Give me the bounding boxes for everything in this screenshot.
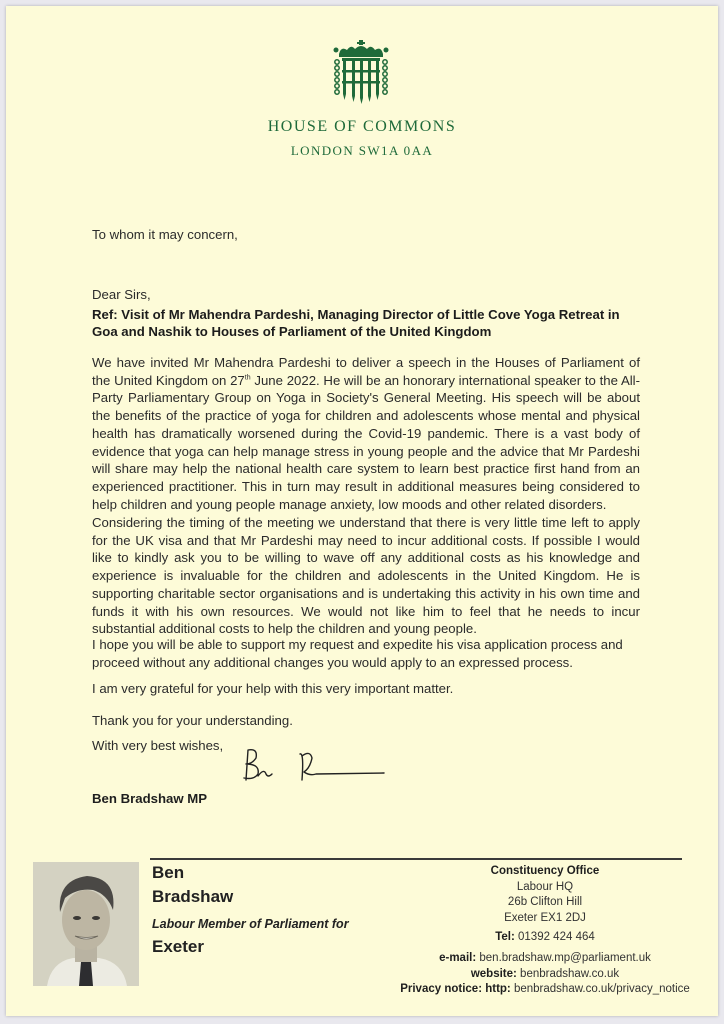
reference-line-2: Goa and Nashik to Houses of Parliament of the United Kingdom xyxy=(92,324,492,339)
salutation: Dear Sirs, xyxy=(92,287,151,302)
contact-details xyxy=(380,951,710,998)
institution-name: HOUSE OF COMMONS xyxy=(267,118,457,135)
footer-divider xyxy=(150,858,682,860)
office-telephone: Tel: 01392 424 464 xyxy=(495,931,595,943)
privacy-notice-link[interactable]: benbradshaw.co.uk/privacy_notice xyxy=(510,983,690,995)
mp-first-name: Ben xyxy=(152,863,185,882)
office-line-2: 26b Clifton Hill xyxy=(507,896,583,908)
portcullis-icon xyxy=(333,40,389,106)
reference-line-1: Ref: Visit of Mr Mahendra Pardeshi, Managing Director of Little Cove Yoga Retreat in xyxy=(92,307,620,322)
signatory-name: Ben Bradshaw MP xyxy=(92,791,208,806)
mp-role: Labour Member of Parliament for xyxy=(152,917,349,931)
website-line: website: benbradshaw.co.uk xyxy=(470,967,620,980)
paragraph-3: I hope you will be able to support my request and expedite his visa application process and proceed without any additional changes you would apply to an expressed process. xyxy=(92,637,623,670)
paragraph-2: Considering the timing of the meeting we understand that there is very little time left to apply for the UK visa and that Mr Pardeshi may need to incur additional costs. If possible I would like to kindly ask you to be willing to wave off any additional costs as his knowledge and experience is invaluable for the children and adolescents in the United Kingdom. He is supporting charitable sector organisations and is undertaking this activity in his own time and funds it with his own resources. We would not like him to feel that he needs to incur substantial additional costs to help the children and young people. xyxy=(92,515,640,637)
office-title: Constituency Office xyxy=(490,865,600,877)
website-link[interactable]: benbradshaw.co.uk xyxy=(516,967,620,980)
signature-image xyxy=(238,746,388,786)
institution-address: LONDON SW1A 0AA xyxy=(290,143,434,158)
paragraph-4: I am very grateful for your help with this very important matter. xyxy=(92,681,454,696)
paragraph-5: Thank you for your understanding. xyxy=(92,713,293,728)
office-line-1: Labour HQ xyxy=(516,880,574,893)
constituency-office xyxy=(400,864,690,946)
salutation-open: To whom it may concern, xyxy=(92,227,238,242)
reference-line xyxy=(92,306,652,340)
mp-last-name: Bradshaw xyxy=(152,887,234,906)
paragraph-1: We have invited Mr Mahendra Pardeshi to deliver a speech in the Houses of Parliament of the United Kingdom on 27th June 2022. He will be an honorary international speaker to the All-Party Parliamentary Group on Yoga in Society's General Meeting. His speech will be about the benefits of the practice of yoga for children and adolescents whose mental and physical health has dramatically worsened during the Covid-19 pandemic. There is a vast body of evidence that yoga can help manage stress in young people and the advice that Mr Pardeshi will share may help the national health care system to learn best practice first hand from an experienced practitioner. This in turn may result in additional measures being considered to help children and young people manage anxiety, low moods and other related disorders. xyxy=(92,355,640,512)
privacy-notice-line: Privacy notice: http: benbradshaw.co.uk/privacy_notice xyxy=(400,983,690,995)
office-line-3: Exeter EX1 2DJ xyxy=(504,911,586,924)
email-link[interactable]: ben.bradshaw.mp@parliament.uk xyxy=(476,952,651,964)
mp-portrait-photo xyxy=(33,862,139,986)
constituency-name: Exeter xyxy=(152,937,204,956)
closing: With very best wishes, xyxy=(92,738,224,753)
email-line: e-mail: ben.bradshaw.mp@parliament.uk xyxy=(439,952,651,964)
